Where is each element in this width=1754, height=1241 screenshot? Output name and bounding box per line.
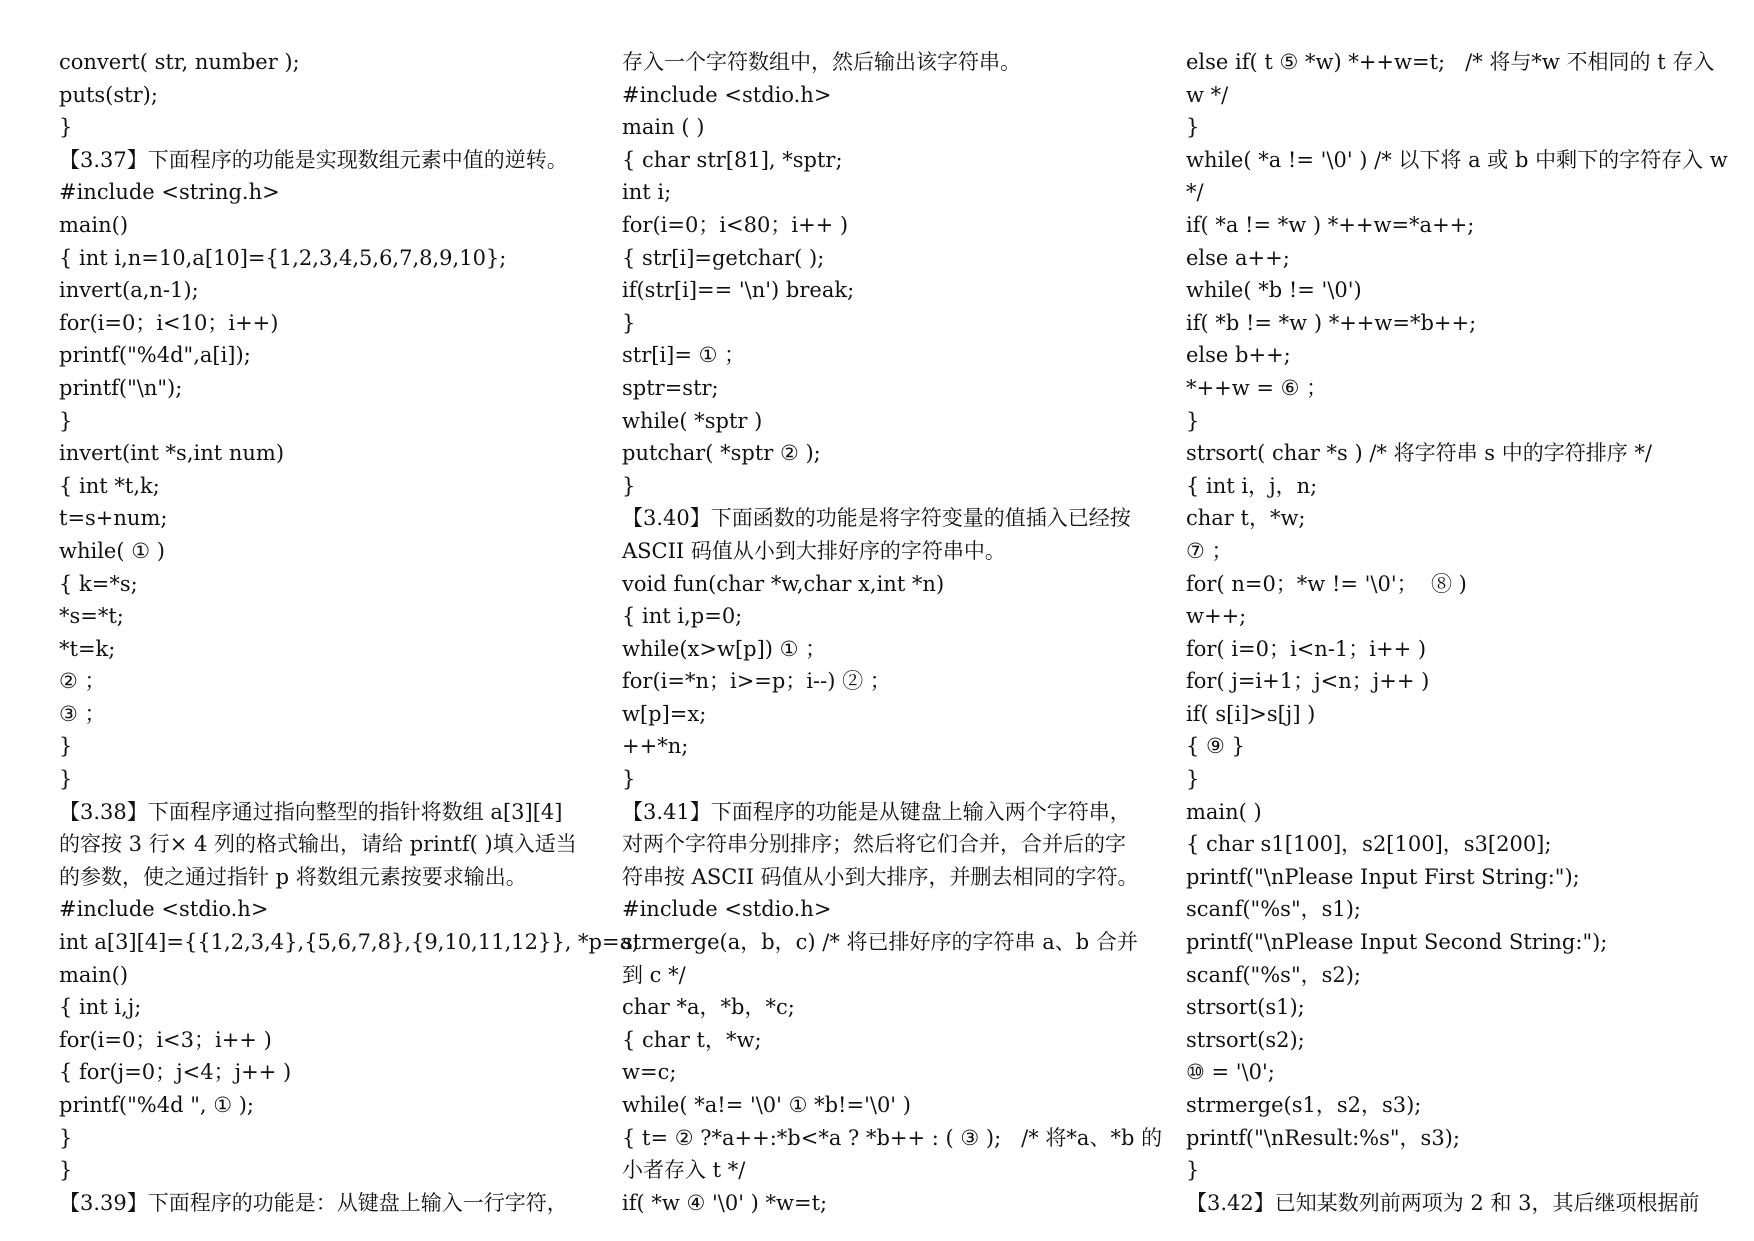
text-line: main( ) — [1186, 799, 1262, 824]
text-line: sptr=str; — [622, 375, 719, 400]
text-line: for(i=0；i<80；i++ ) — [622, 212, 849, 237]
text-line: main ( ) — [622, 115, 705, 140]
text-line: #include <string.h> — [59, 180, 280, 205]
text-line: while( ① ) — [59, 538, 165, 563]
text-line: } — [59, 767, 73, 792]
text-line: *s=*t; — [59, 604, 124, 629]
text-line: { ⑨ } — [1186, 734, 1245, 759]
text-column-left — [59, 46, 640, 1219]
text-line: 【3.38】下面程序通过指向整型的指针将数组 a[3][4] — [59, 799, 563, 824]
text-line: ASCII 码值从小到大排好序的字符串中。 — [622, 538, 1006, 563]
text-line: } — [59, 408, 73, 433]
text-line: #include <stdio.h> — [622, 82, 832, 107]
text-line: if( *a != *w ) *++w=*a++; — [1186, 212, 1475, 237]
text-line: char t，*w; — [1186, 506, 1306, 531]
text-line: char *a，*b，*c; — [622, 995, 795, 1020]
text-line: while( *a != '\0' ) /* 以下将 a 或 b 中剩下的字符存入 w — [1186, 147, 1728, 172]
text-line: } — [1186, 115, 1200, 140]
text-line: { int i,j; — [59, 995, 142, 1020]
text-line: 【3.41】下面程序的功能是从键盘上输入两个字符串， — [622, 799, 1131, 824]
text-line: { int *t,k; — [59, 473, 160, 498]
text-line: ++*n; — [622, 734, 689, 759]
text-line: printf("\nPlease Input Second String:"); — [1186, 930, 1608, 955]
text-line: w */ — [1186, 82, 1229, 107]
text-line: w[p]=x; — [622, 701, 707, 726]
text-line: } — [59, 1158, 73, 1183]
text-line: */ — [1186, 180, 1204, 205]
text-line: { t= ② ?*a++:*b<*a ? *b++ : ( ③ ); /* 将*a、*b 的 — [622, 1125, 1163, 1150]
text-line: for(i=0；i<3；i++ ) — [59, 1027, 272, 1052]
text-line: { char str[81], *sptr; — [622, 147, 843, 172]
text-line: if(str[i]== '\n') break; — [622, 278, 855, 303]
text-line: ⑩ = '\0'; — [1186, 1060, 1275, 1085]
text-column-right — [1186, 46, 1746, 1219]
text-line: 【3.40】下面函数的功能是将字符变量的值插入已经按 — [622, 506, 1131, 531]
text-line: } — [1186, 767, 1200, 792]
text-line: #include <stdio.h> — [622, 897, 832, 922]
text-line: if( *b != *w ) *++w=*b++; — [1186, 310, 1477, 335]
text-line: 存入一个字符数组中，然后输出该字符串。 — [622, 50, 1021, 74]
text-line: ⑦ ； — [1186, 538, 1233, 563]
text-line: } — [622, 310, 636, 335]
text-line: printf("\nPlease Input First String:"); — [1186, 864, 1580, 889]
text-line: main() — [59, 212, 129, 237]
text-line: strsort(s1); — [1186, 995, 1305, 1020]
text-line: scanf("%s"，s2); — [1186, 962, 1362, 987]
text-line: } — [1186, 408, 1200, 433]
text-line: 【3.39】下面程序的功能是：从键盘上输入一行字符， — [59, 1190, 568, 1215]
text-line: *++w = ⑥ ； — [1186, 375, 1328, 400]
text-line: for( n=0；*w != '\0'； ⑧ ) — [1186, 571, 1467, 596]
text-line: while(x>w[p]) ① ； — [622, 636, 827, 661]
text-line: 的参数，使之通过指针 p 将数组元素按要求输出。 — [59, 864, 527, 889]
text-line: 的容按 3 行× 4 列的格式输出，请给 printf( )填入适当 — [59, 832, 577, 857]
text-line: putchar( *sptr ② ); — [622, 441, 821, 466]
text-line: str[i]= ① ； — [622, 343, 746, 368]
text-line: { char t，*w; — [622, 1027, 762, 1052]
text-line: w++; — [1186, 604, 1247, 629]
text-line: { str[i]=getchar( ); — [622, 245, 825, 270]
text-line: scanf("%s"，s1); — [1186, 897, 1362, 922]
text-line: 到 c */ — [622, 962, 686, 987]
text-line: for( j=i+1；j<n；j++ ) — [1186, 669, 1430, 694]
text-line: else b++; — [1186, 343, 1291, 368]
text-line: { k=*s; — [59, 571, 138, 596]
text-line: 【3.42】已知某数列前两项为 2 和 3，其后继项根据前 — [1186, 1190, 1700, 1215]
text-line: 小者存入 t */ — [622, 1158, 746, 1183]
text-line: int i; — [622, 180, 672, 205]
text-line: for(i=*n；i>=p；i--) ② ； — [622, 669, 891, 694]
text-line: for( i=0；i<n-1；i++ ) — [1186, 636, 1427, 661]
text-line: int a[3][4]={{1,2,3,4},{5,6,7,8},{9,10,11,12}}, *p=a; — [59, 930, 640, 955]
text-line: } — [1186, 1158, 1200, 1183]
text-line: while( *sptr ) — [622, 408, 763, 433]
text-line: { int i,p=0; — [622, 604, 743, 629]
text-line: #include <stdio.h> — [59, 897, 269, 922]
text-line: { int i，j，n; — [1186, 473, 1318, 498]
text-line: ③ ； — [59, 701, 106, 726]
text-line: { int i,n=10,a[10]={1,2,3,4,5,6,7,8,9,10}; — [59, 245, 507, 270]
text-line: void fun(char *w,char x,int *n) — [622, 571, 945, 596]
text-line: strsort( char *s ) /* 将字符串 s 中的字符排序 */ — [1186, 441, 1652, 466]
text-line: w=c; — [622, 1060, 677, 1085]
text-line: } — [59, 734, 73, 759]
text-line: ② ； — [59, 669, 106, 694]
text-line: strmerge(s1，s2，s3); — [1186, 1093, 1422, 1117]
text-line: 对两个字符串分别排序；然后将它们合并，合并后的字 — [622, 832, 1126, 857]
text-line: if( *w ④ '\0' ) *w=t; — [622, 1190, 828, 1215]
text-line: printf("%4d",a[i]); — [59, 343, 251, 368]
text-line: for(i=0；i<10；i++) — [59, 310, 279, 335]
text-line: while( *b != '\0') — [1186, 278, 1362, 303]
text-line: invert(a,n-1); — [59, 278, 199, 303]
text-line: printf("%4d ", ① ); — [59, 1093, 254, 1117]
text-line: t=s+num; — [59, 506, 168, 531]
text-line: convert( str, number ); — [59, 50, 300, 74]
text-line: } — [59, 1125, 73, 1150]
text-line: invert(int *s,int num) — [59, 441, 285, 466]
text-line: if( s[i]>s[j] ) — [1186, 701, 1316, 726]
text-line: puts(str); — [59, 82, 158, 107]
text-line: else if( t ⑤ *w) *++w=t; /* 将与*w 不相同的 t 存入 — [1186, 50, 1715, 74]
text-line: strmerge(a，b，c) /* 将已排好序的字符串 a、b 合并 — [622, 930, 1138, 955]
text-line: else a++; — [1186, 245, 1290, 270]
text-line: } — [59, 115, 73, 140]
text-line: printf("\nResult:%s"，s3); — [1186, 1125, 1460, 1150]
text-line: main() — [59, 962, 129, 987]
text-column-middle — [622, 46, 1167, 1219]
text-line: { for(j=0；j<4；j++ ) — [59, 1060, 292, 1085]
text-line: while( *a!= '\0' ① *b!='\0' ) — [622, 1093, 911, 1117]
text-line: *t=k; — [59, 636, 116, 661]
text-line: printf("\n"); — [59, 375, 183, 400]
text-line: 符串按 ASCII 码值从小到大排序，并删去相同的字符。 — [622, 864, 1139, 889]
text-line: { char s1[100]，s2[100]，s3[200]; — [1186, 832, 1552, 857]
text-line: } — [622, 473, 636, 498]
text-line: 【3.37】下面程序的功能是实现数组元素中值的逆转。 — [59, 147, 568, 172]
text-line: } — [622, 767, 636, 792]
text-line: strsort(s2); — [1186, 1027, 1305, 1052]
